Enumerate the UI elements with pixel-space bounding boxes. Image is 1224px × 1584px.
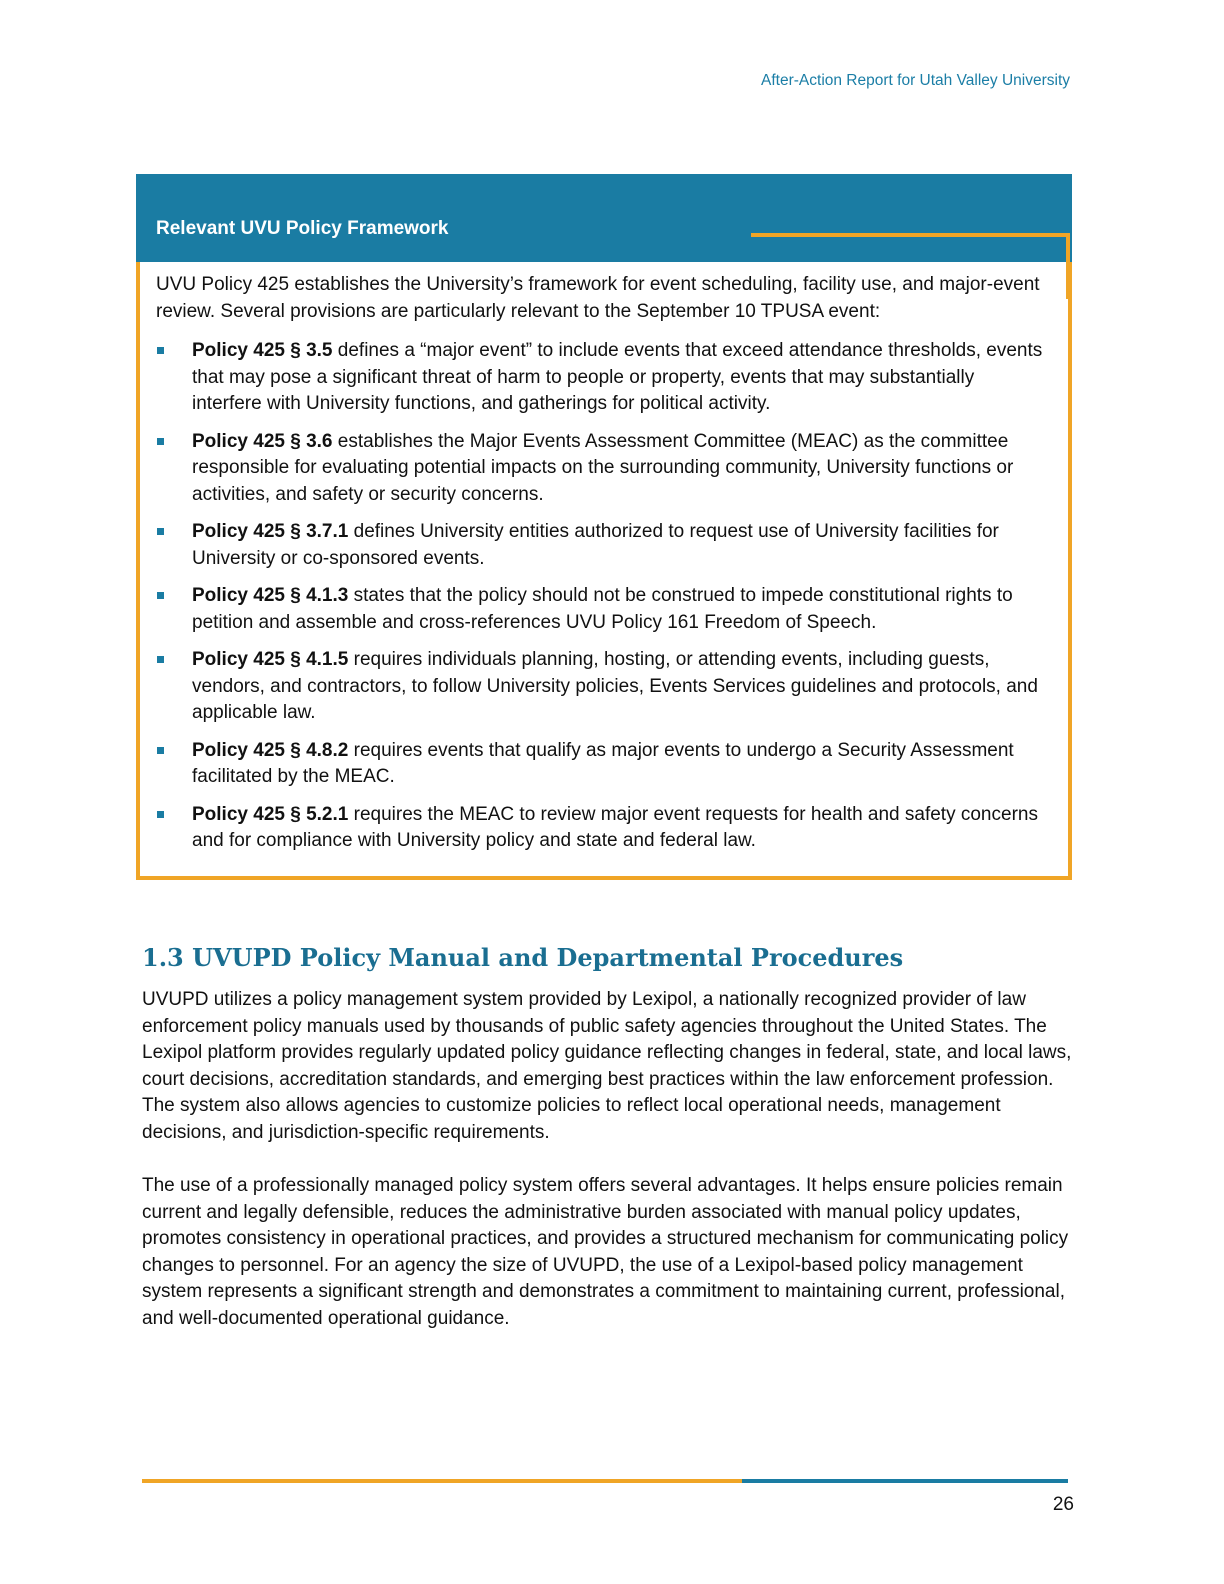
body-paragraph: UVUPD utilizes a policy management system provided by Lexipol, a nationally recognized provider of law enforcement policy manuals used by thousands of public safety agencies throughout the United States. The Lexipol platform provides regularly updated policy guidance reflecting changes in federal, state, and local laws, court decisions, accreditation standards, and emerging best practices within the law enforcement profession. The system also allows agencies to customize policies to reflect local operational needs, management decisions, and jurisdiction-specific requirements. bbox=[142, 989, 1072, 1143]
policy-ref: Policy 425 § 4.8.2 bbox=[192, 739, 349, 761]
policy-ref: Policy 425 § 4.1.3 bbox=[192, 585, 349, 606]
policy-text: requires individuals planning, hosting, or attending events, including guests, vendors, and contractors, to follow University policies, Events Services guidelines and protocols, and applicable law. bbox=[192, 649, 1038, 723]
policy-list-item bbox=[156, 583, 1046, 636]
policy-text: defines University entities authorized to request use of University facilities for University or co-sponsored events. bbox=[192, 521, 999, 569]
policy-list-item bbox=[156, 429, 1046, 509]
running-header: After-Action Report for Utah Valley University bbox=[761, 72, 1070, 89]
policy-text: establishes the Major Events Assessment Committee (MEAC) as the committee responsible for evaluating potential impacts on the surrounding community, University functions or activities, and safety or security concerns. bbox=[192, 430, 1014, 505]
square-bullet-icon bbox=[157, 347, 164, 354]
square-bullet-icon bbox=[157, 811, 164, 818]
body-paragraph: The use of a professionally managed policy system offers several advantages. It helps ensure policies remain current and legally defensible, reduces the administrative burden associated with manual policy updates, promotes consistency in operational practices, and provides a structured mechanism for communicating policy changes to personnel. For an agency the size of UVUPD, the use of a Lexipol-based policy management system represents a significant strength and demonstrates a commitment to maintaining current, professional, and well-documented operational guidance. bbox=[142, 1175, 1069, 1329]
footer-rule-blue bbox=[742, 1479, 1068, 1483]
callout-intro: UVU Policy 425 establishes the University’s framework for event scheduling, facility use, and major-event review. Several provisions are particularly relevant to the September 10 TPUSA event: bbox=[156, 274, 1040, 322]
policy-list bbox=[156, 338, 1046, 866]
section-heading: 1.3 UVUPD Policy Manual and Departmental Procedures bbox=[142, 943, 904, 972]
policy-ref: Policy 425 § 3.5 bbox=[192, 340, 333, 361]
policy-ref: Policy 425 § 4.1.5 bbox=[192, 649, 349, 670]
square-bullet-icon bbox=[157, 438, 164, 445]
square-bullet-icon bbox=[157, 656, 164, 663]
square-bullet-icon bbox=[157, 528, 164, 535]
policy-framework-callout bbox=[136, 174, 1072, 880]
policy-list-item bbox=[156, 519, 1046, 572]
square-bullet-icon bbox=[157, 747, 164, 754]
callout-accent-line bbox=[751, 233, 1069, 237]
policy-text: requires events that qualify as major events to undergo a Security Assessment facilitated by the MEAC. bbox=[192, 739, 1014, 787]
page-number: 26 bbox=[1052, 1494, 1074, 1515]
policy-list-item bbox=[156, 738, 1046, 791]
policy-list-item bbox=[156, 647, 1046, 727]
callout-title: Relevant UVU Policy Framework bbox=[156, 218, 449, 239]
policy-text: requires the MEAC to review major event requests for health and safety concerns and for compliance with University policy and state and federal law. bbox=[192, 803, 1038, 851]
square-bullet-icon bbox=[157, 592, 164, 599]
policy-list-item bbox=[156, 338, 1046, 418]
policy-ref: Policy 425 § 3.7.1 bbox=[192, 521, 349, 542]
policy-text: defines a “major event” to include events that exceed attendance thresholds, events that may pose a significant threat of harm to people or property, events that may substantially interfere with University functions, and gatherings for political activity. bbox=[192, 340, 1043, 414]
policy-text: states that the policy should not be construed to impede constitutional rights to petition and assemble and cross-references UVU Policy 161 Freedom of Speech. bbox=[192, 585, 1013, 633]
footer-rule-gold bbox=[142, 1479, 742, 1483]
policy-list-item bbox=[156, 802, 1046, 855]
policy-ref: Policy 425 § 5.2.1 bbox=[192, 803, 349, 825]
policy-ref: Policy 425 § 3.6 bbox=[192, 430, 333, 452]
